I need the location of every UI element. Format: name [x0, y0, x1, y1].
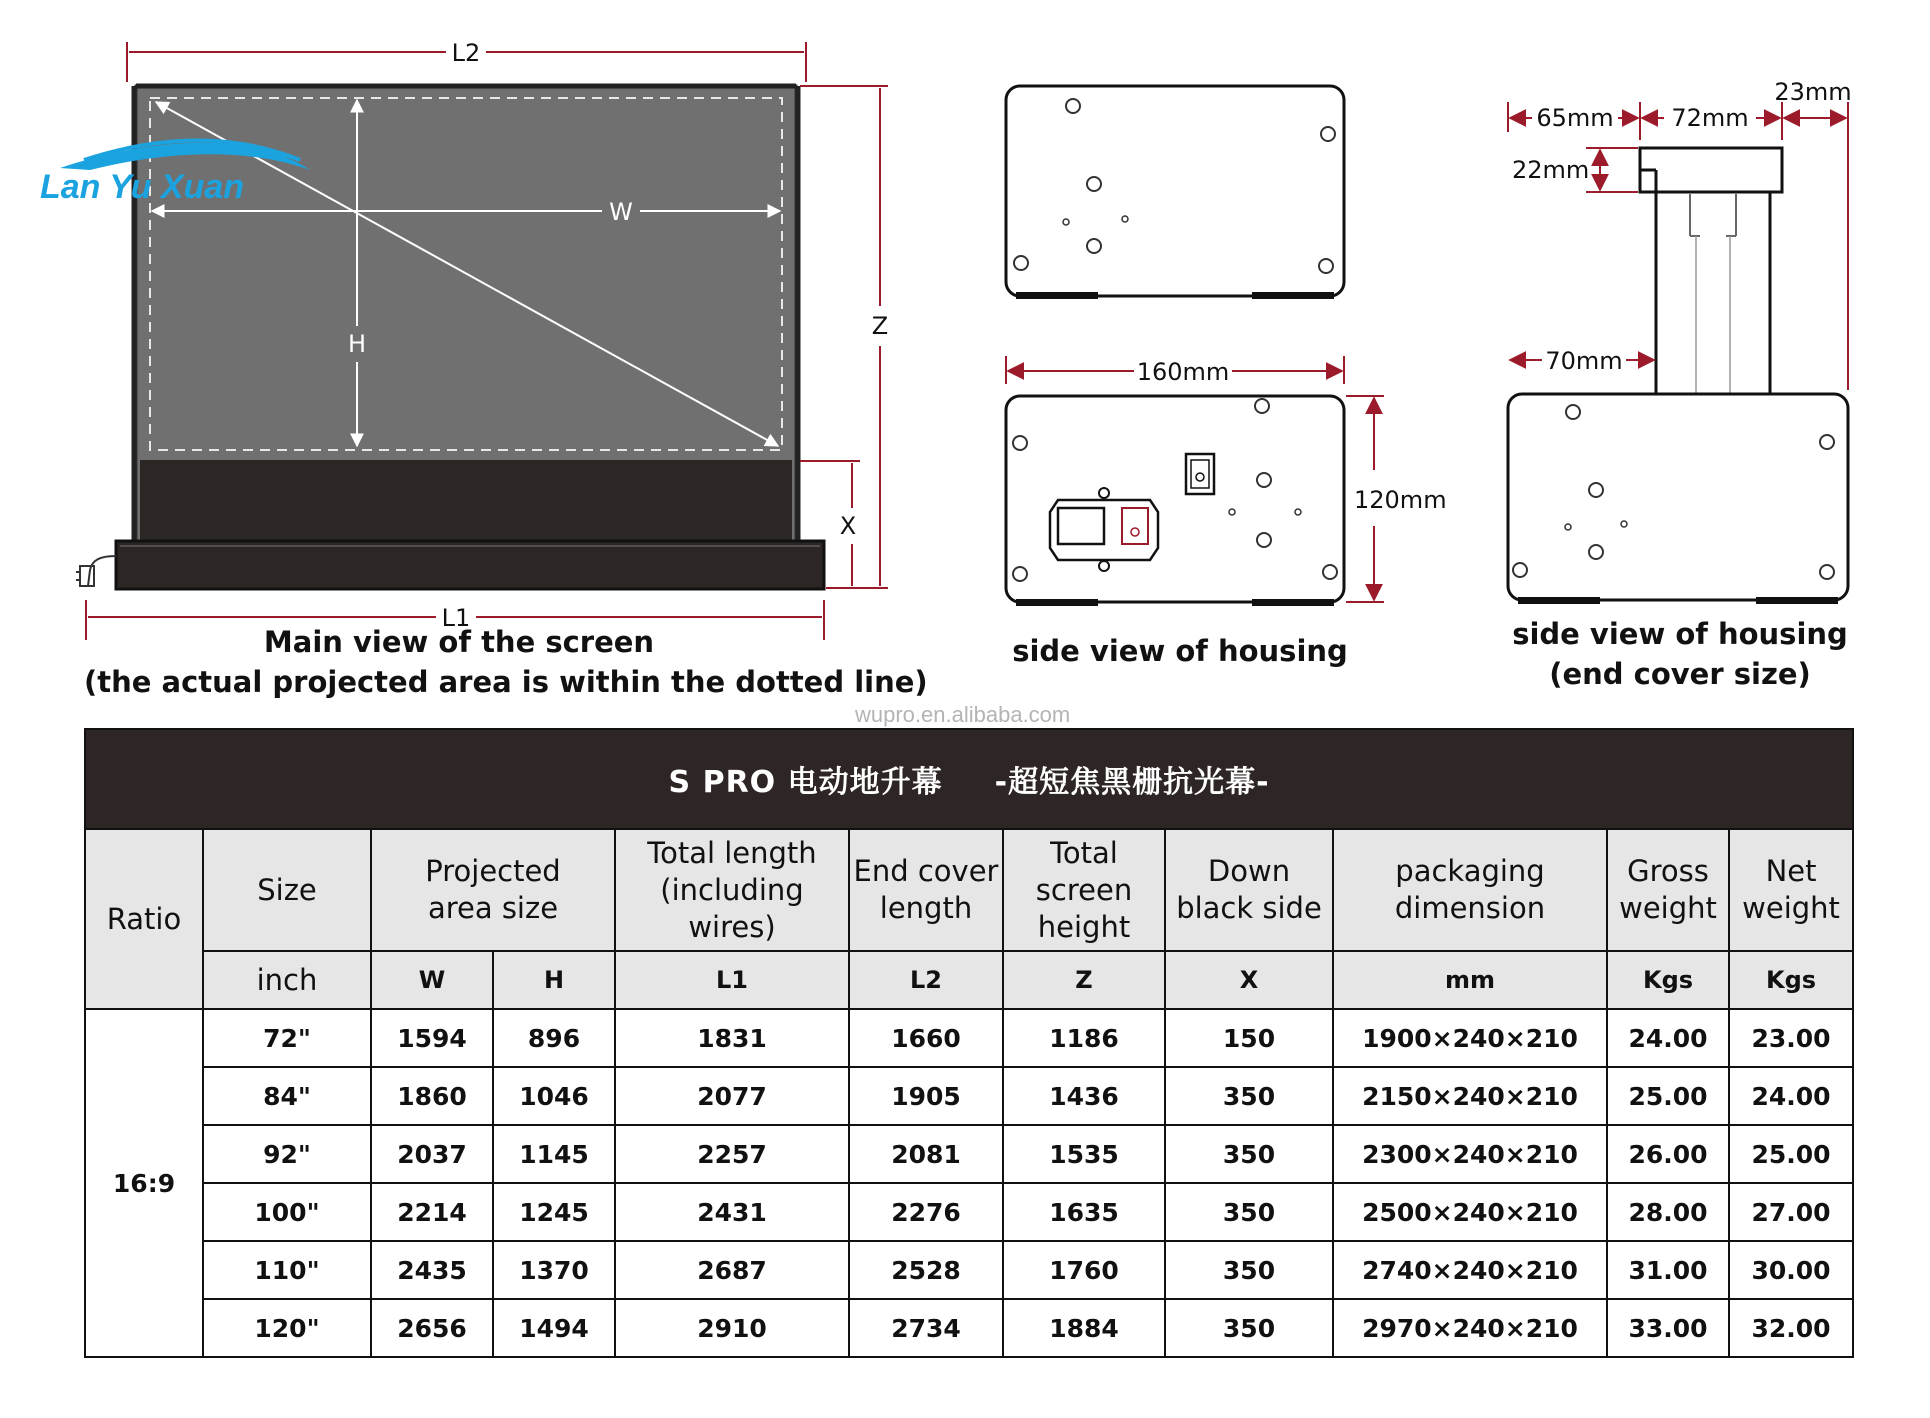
cell-z: 1436	[1003, 1067, 1165, 1125]
cell-pack: 2300×240×210	[1333, 1125, 1607, 1183]
header-gross: Gross weight	[1607, 829, 1729, 951]
cell-l2: 1905	[849, 1067, 1003, 1125]
header-black-side: Down black side	[1165, 829, 1333, 951]
dim-65-label: 65mm	[1536, 104, 1614, 132]
cell-w: 2037	[371, 1125, 493, 1183]
header-end-cover: End cover length	[849, 829, 1003, 951]
cell-size: 120"	[203, 1299, 371, 1357]
cell-l1: 2910	[615, 1299, 849, 1357]
cell-l2: 2276	[849, 1183, 1003, 1241]
dim-x-label: X	[839, 512, 857, 540]
cell-x: 350	[1165, 1241, 1333, 1299]
spec-table	[84, 728, 1854, 1358]
table-title-left: S PRO 电动地升幕	[668, 765, 943, 800]
dim-72-label: 72mm	[1671, 104, 1749, 132]
cell-size: 110"	[203, 1241, 371, 1299]
cell-h: 1245	[493, 1183, 615, 1241]
header-net: Net weight	[1729, 829, 1853, 951]
cell-l2: 2734	[849, 1299, 1003, 1357]
end-cover-caption	[1490, 614, 1870, 694]
cell-gross: 24.00	[1607, 1009, 1729, 1067]
ratio-value: 16:9	[85, 1009, 203, 1357]
cell-net: 25.00	[1729, 1125, 1853, 1183]
header-screen-height: Total screen height	[1003, 829, 1165, 951]
cell-l1: 1831	[615, 1009, 849, 1067]
cell-z: 1884	[1003, 1299, 1165, 1357]
cell-l2: 2528	[849, 1241, 1003, 1299]
table-row	[85, 1009, 1853, 1067]
dim-70-label: 70mm	[1545, 347, 1623, 375]
unit-z: Z	[1003, 951, 1165, 1009]
cell-net: 30.00	[1729, 1241, 1853, 1299]
header-ratio: Ratio	[85, 829, 203, 1009]
housing-side-view	[1006, 356, 1447, 606]
dim-z-label: Z	[871, 312, 889, 340]
end-cover-caption-line2: (end cover size)	[1549, 657, 1811, 691]
brand-logo-text: Lan Yu Xuan	[40, 168, 245, 206]
unit-w: W	[371, 951, 493, 1009]
cell-w: 2435	[371, 1241, 493, 1299]
cell-z: 1760	[1003, 1241, 1165, 1299]
cell-size: 72"	[203, 1009, 371, 1067]
cell-x: 350	[1165, 1299, 1333, 1357]
table-title	[85, 729, 1853, 829]
main-view-caption-line2: (the actual projected area is within the dotted line)	[84, 665, 928, 699]
cell-l1: 2687	[615, 1241, 849, 1299]
cell-pack: 1900×240×210	[1333, 1009, 1607, 1067]
cell-h: 1046	[493, 1067, 615, 1125]
main-view-caption-line1: Main view of the screen	[263, 625, 655, 659]
housing-front-view	[1006, 86, 1344, 299]
main-view	[76, 39, 888, 640]
unit-size: inch	[203, 951, 371, 1009]
table-row	[85, 1299, 1853, 1357]
cell-x: 350	[1165, 1067, 1333, 1125]
cell-net: 32.00	[1729, 1299, 1853, 1357]
table-row	[85, 1183, 1853, 1241]
unit-l1: L1	[615, 951, 849, 1009]
end-cover-caption-line1: side view of housing	[1512, 617, 1848, 651]
dim-h-label: H	[347, 330, 367, 358]
cell-z: 1186	[1003, 1009, 1165, 1067]
cell-gross: 26.00	[1607, 1125, 1729, 1183]
cell-w: 2656	[371, 1299, 493, 1357]
cell-x: 350	[1165, 1183, 1333, 1241]
base-housing	[116, 541, 824, 589]
dim-160-label: 160mm	[1136, 358, 1230, 386]
dim-w-label: W	[609, 198, 633, 226]
cell-z: 1635	[1003, 1183, 1165, 1241]
cell-gross: 25.00	[1607, 1067, 1729, 1125]
cell-w: 1860	[371, 1067, 493, 1125]
cell-size: 84"	[203, 1067, 371, 1125]
cell-x: 350	[1165, 1125, 1333, 1183]
cell-size: 100"	[203, 1183, 371, 1241]
unit-h: H	[493, 951, 615, 1009]
dim-23-label: 23mm	[1774, 78, 1852, 106]
cell-gross: 28.00	[1607, 1183, 1729, 1241]
cell-pack: 2500×240×210	[1333, 1183, 1607, 1241]
down-black-side	[140, 460, 792, 546]
table-row	[85, 1125, 1853, 1183]
cell-h: 896	[493, 1009, 615, 1067]
cell-h: 1145	[493, 1125, 615, 1183]
unit-gross: Kgs	[1607, 951, 1729, 1009]
dim-22-label: 22mm	[1512, 156, 1590, 184]
cell-h: 1370	[493, 1241, 615, 1299]
cell-gross: 31.00	[1607, 1241, 1729, 1299]
cell-l1: 2077	[615, 1067, 849, 1125]
main-view-caption	[84, 622, 928, 702]
unit-l2: L2	[849, 951, 1003, 1009]
cell-net: 24.00	[1729, 1067, 1853, 1125]
cell-x: 150	[1165, 1009, 1333, 1067]
cell-pack: 2970×240×210	[1333, 1299, 1607, 1357]
dim-l1-label: L1	[441, 604, 471, 632]
end-cover-view	[1508, 78, 1852, 604]
unit-packaging: mm	[1333, 951, 1607, 1009]
table-title-right: -超短焦黑栅抗光幕-	[994, 765, 1270, 800]
header-size: Size	[203, 829, 371, 951]
table-row	[85, 1067, 1853, 1125]
cell-net: 23.00	[1729, 1009, 1853, 1067]
cell-size: 92"	[203, 1125, 371, 1183]
cell-l1: 2431	[615, 1183, 849, 1241]
cell-net: 27.00	[1729, 1183, 1853, 1241]
cell-z: 1535	[1003, 1125, 1165, 1183]
cell-w: 1594	[371, 1009, 493, 1067]
header-projected: Projected area size	[371, 829, 615, 951]
dim-120-label: 120mm	[1354, 486, 1447, 514]
unit-net: Kgs	[1729, 951, 1853, 1009]
header-total-length: Total length (including wires)	[615, 829, 849, 951]
cell-h: 1494	[493, 1299, 615, 1357]
cell-w: 2214	[371, 1183, 493, 1241]
unit-x: X	[1165, 951, 1333, 1009]
table-row	[85, 1241, 1853, 1299]
dim-l2-label: L2	[451, 39, 481, 67]
watermark: wupro.en.alibaba.com	[855, 702, 1071, 727]
cell-pack: 2740×240×210	[1333, 1241, 1607, 1299]
cell-l2: 1660	[849, 1009, 1003, 1067]
housing-side-caption: side view of housing	[1012, 634, 1348, 668]
header-packaging: packaging dimension	[1333, 829, 1607, 951]
cell-gross: 33.00	[1607, 1299, 1729, 1357]
cell-l2: 2081	[849, 1125, 1003, 1183]
cell-l1: 2257	[615, 1125, 849, 1183]
cell-pack: 2150×240×210	[1333, 1067, 1607, 1125]
